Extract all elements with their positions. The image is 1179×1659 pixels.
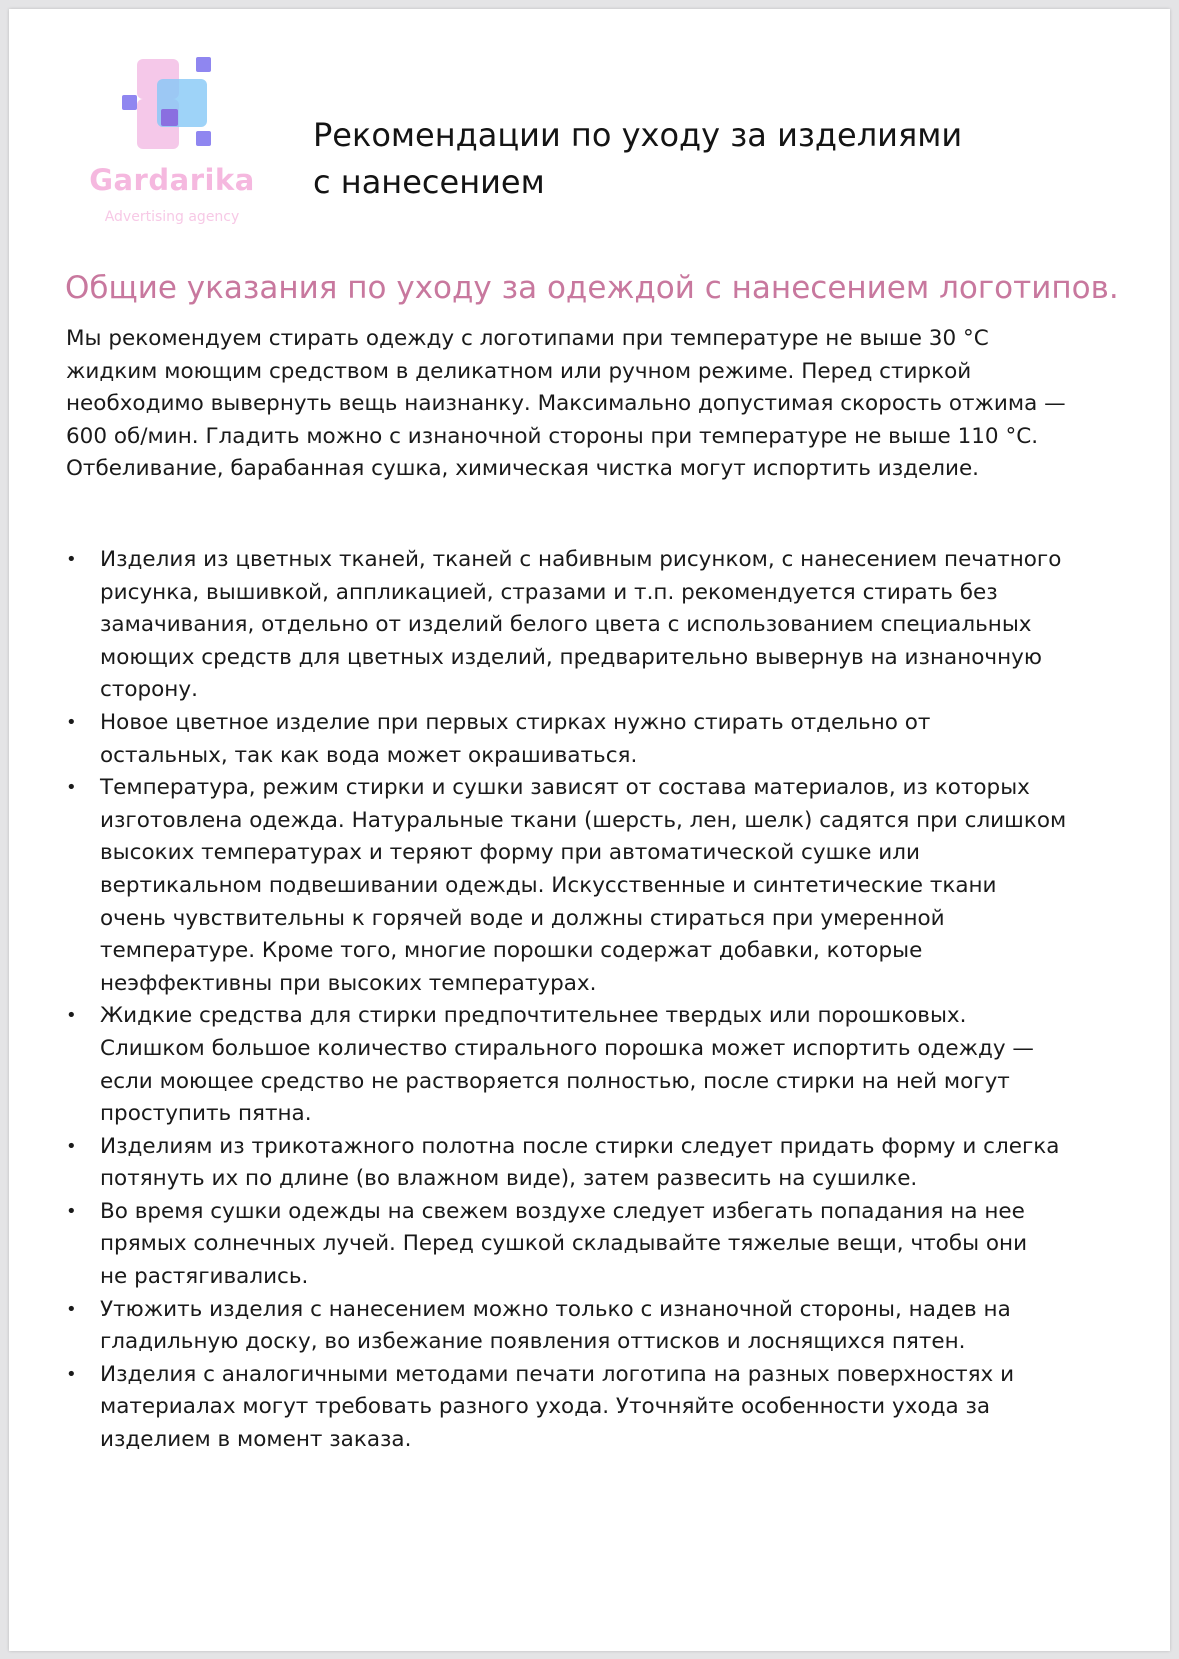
care-rules-list (9, 544, 1170, 1457)
rule-line: Во время сушки одежды на свежем воздухе следует избегать попадания на нее (100, 1198, 1025, 1224)
logo-tagline: Advertising agency (104, 209, 240, 225)
rule-line: рисунка, вышивкой, аппликацией, стразами и т.п. рекомендуется стирать без (100, 579, 998, 605)
gardarika-logo (87, 53, 257, 233)
care-rule-item (9, 544, 1170, 707)
rule-line: Утюжить изделия с нанесением можно только с изнаночной стороны, надев на (100, 1296, 1011, 1322)
rule-line: изделием в момент заказа. (100, 1427, 412, 1453)
bullet-icon: • (66, 1135, 77, 1157)
rule-line: изготовлена одежда. Натуральные ткани (шерсть, лен, шелк) садятся при слишком (100, 807, 1067, 833)
care-rule-item (9, 1196, 1170, 1294)
document-title-line: с нанесением (313, 163, 545, 201)
rule-line: замачивания, отдельно от изделий белого цвета с использованием специальных (100, 612, 1032, 638)
document-page (9, 9, 1170, 1651)
section-heading: Общие указания по уходу за одеждой с нанесением логотипов. (65, 270, 1119, 306)
intro-line: Отбеливание, барабанная сушка, химическая чистка могут испортить изделие. (66, 456, 980, 481)
rule-line: прямых солнечных лучей. Перед сушкой складывайте тяжелые вещи, чтобы они (100, 1231, 1028, 1257)
care-rule-item (9, 1131, 1170, 1196)
document-title-line: Рекомендации по уходу за изделиями (313, 116, 963, 154)
rule-line: не растягивались. (100, 1264, 309, 1290)
care-rule-item (9, 772, 1170, 1000)
care-rule-item (9, 707, 1170, 772)
bullet-icon: • (66, 1363, 77, 1385)
rule-line: Изделия с аналогичными методами печати логотипа на разных поверхностях и (100, 1361, 1015, 1387)
intro-line: необходимо вывернуть вещь наизнанку. Максимально допустимая скорость отжима — (66, 391, 1066, 416)
care-rule-item (9, 1359, 1170, 1457)
bullet-icon: • (66, 1005, 77, 1027)
bullet-icon: • (66, 711, 77, 733)
rule-line: материалах могут требовать разного ухода. Уточняйте особенности ухода за (100, 1394, 991, 1420)
care-rule-item (9, 1000, 1170, 1130)
rule-line: Температура, режим стирки и сушки зависят от состава материалов, из которых (100, 775, 1030, 801)
rule-line: если моющее средство не растворяется полностью, после стирки на ней могут (100, 1068, 1010, 1094)
document-title (313, 112, 1073, 206)
rule-line: Изделиям из трикотажного полотна после стирки следует придать форму и слегка (100, 1133, 1060, 1159)
rule-line: проступить пятна. (100, 1101, 312, 1127)
rule-line: Новое цветное изделие при первых стирках нужно стирать отдельно от (100, 709, 931, 735)
intro-paragraph (66, 323, 1146, 486)
logo-squares-icon (122, 53, 232, 163)
rule-line: моющих средств для цветных изделий, предварительно вывернув на изнаночную (100, 644, 1042, 670)
intro-line: Мы рекомендуем стирать одежду с логотипами при температуре не выше 30 °C (66, 326, 989, 351)
rule-line: Изделия из цветных тканей, тканей с набивным рисунком, с нанесением печатного (100, 547, 1062, 572)
bullet-icon: • (66, 1200, 77, 1222)
rule-line: вертикальном подвешивании одежды. Искусственные и синтетические ткани (100, 872, 997, 898)
rule-line: неэффективны при высоких температурах. (100, 970, 597, 996)
rule-line: температуре. Кроме того, многие порошки содержат добавки, которые (100, 938, 923, 964)
bullet-icon: • (66, 549, 77, 570)
rule-line: очень чувствительны к горячей воде и должны стираться при умеренной (100, 905, 945, 931)
rule-line: потянуть их по длине (во влажном виде), затем развесить на сушилке. (100, 1166, 918, 1192)
care-rule-item (9, 1294, 1170, 1359)
logo-name: Gardarika (89, 163, 255, 197)
bullet-icon: • (66, 1298, 77, 1320)
rule-line: сторону. (100, 677, 198, 703)
rule-line: Жидкие средства для стирки предпочтительнее твердых или порошковых. (100, 1003, 967, 1029)
rule-line: высоких температурах и теряют форму при автоматической сушке или (100, 840, 920, 866)
rule-line: Слишком большое количество стирального порошка может испортить одежду — (100, 1035, 1034, 1061)
intro-line: 600 об/мин. Гладить можно с изнаночной стороны при температуре не выше 110 °C. (66, 423, 1039, 449)
rule-line: остальных, так как вода может окрашиваться. (100, 742, 638, 768)
intro-line: жидким моющим средством в деликатном или ручном режиме. Перед стиркой (66, 358, 972, 384)
rule-line: гладильную доску, во избежание появления оттисков и лоснящихся пятен. (100, 1329, 966, 1355)
bullet-icon: • (66, 777, 77, 799)
